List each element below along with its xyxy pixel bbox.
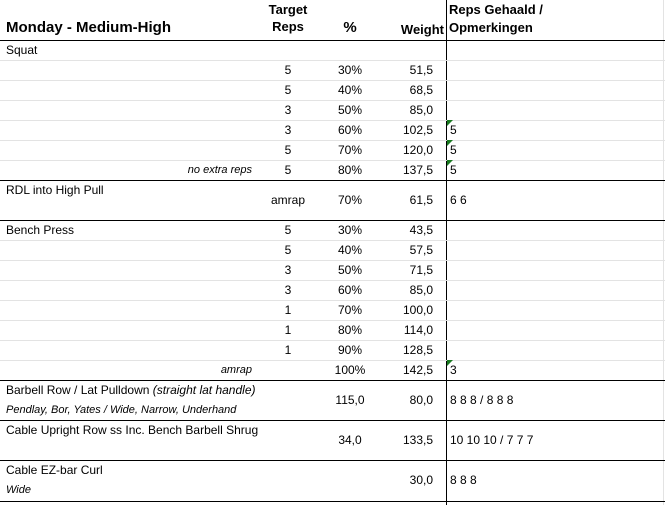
- percent: 100%: [334, 363, 366, 377]
- curl-block-border: [0, 501, 665, 502]
- comment-indicator-icon: [447, 120, 453, 126]
- weight: 142,5: [402, 363, 433, 377]
- weight: 114,0: [403, 323, 433, 337]
- notes-header-2: Opmerkingen: [449, 20, 533, 35]
- percent-header: %: [343, 19, 357, 36]
- percent: 70%: [337, 193, 363, 207]
- weight: 61,5: [409, 193, 433, 207]
- target-reps: 5: [284, 63, 292, 77]
- target-reps: 3: [284, 103, 292, 117]
- exercise-variants: Pendlay, Bor, Yates / Wide, Narrow, Underhand: [6, 404, 237, 416]
- percent: 70%: [337, 303, 363, 317]
- comment-indicator-icon: [447, 160, 453, 166]
- weight: 102,5: [402, 123, 433, 137]
- weight: 85,0: [409, 103, 433, 117]
- percent: 30%: [337, 223, 363, 237]
- weight-header: Weight: [400, 22, 444, 37]
- weight: 68,5: [409, 83, 433, 97]
- reps-done[interactable]: 3: [450, 363, 457, 377]
- weight: 137,5: [402, 163, 433, 177]
- target-reps: 1: [284, 323, 292, 337]
- exercise-name: Cable Upright Row ss Inc. Bench Barbell Shrug: [6, 423, 259, 437]
- comment-indicator-icon: [447, 360, 453, 366]
- weight: 57,5: [409, 243, 433, 257]
- percent: 40%: [337, 243, 363, 257]
- exercise-name: [6, 380, 256, 400]
- notes-column-border: [446, 0, 447, 505]
- percent: 60%: [337, 283, 363, 297]
- exercise-variants: Wide: [6, 484, 31, 496]
- percent: 30%: [337, 63, 363, 77]
- weight: 80,0: [409, 393, 433, 407]
- reps-done[interactable]: 5: [450, 143, 457, 157]
- percent: 34,0: [338, 433, 362, 447]
- exercise-name: Bench Press: [6, 223, 75, 237]
- weight: 51,5: [409, 63, 433, 77]
- weight: 120,0: [402, 143, 433, 157]
- exercise-note: amrap: [220, 364, 252, 376]
- reps-done[interactable]: 5: [450, 123, 457, 137]
- reps-done[interactable]: 6 6: [450, 193, 467, 207]
- target-header: Target: [268, 2, 308, 17]
- target-reps: 5: [284, 83, 292, 97]
- exercise-name-text: Barbell Row / Lat Pulldown: [6, 383, 150, 397]
- exercise-name: Squat: [6, 43, 38, 57]
- weight: 85,0: [409, 283, 433, 297]
- target-reps: 5: [284, 143, 292, 157]
- exercise-name: Cable EZ-bar Curl: [6, 463, 103, 477]
- percent: 60%: [337, 123, 363, 137]
- sheet-title: Monday - Medium-High: [6, 19, 171, 36]
- target-reps: 5: [284, 243, 292, 257]
- reps-done[interactable]: 5: [450, 163, 457, 177]
- exercise-note: no extra reps: [187, 164, 252, 176]
- target-reps: 1: [284, 343, 292, 357]
- weight: 128,5: [402, 343, 433, 357]
- reps-done[interactable]: 8 8 8: [450, 473, 477, 487]
- reps-done[interactable]: 10 10 10 / 7 7 7: [450, 433, 534, 447]
- target-reps: 5: [284, 163, 292, 177]
- percent: 80%: [337, 323, 363, 337]
- percent: 50%: [337, 263, 363, 277]
- grid-col-edge: [663, 0, 664, 505]
- percent: 115,0: [335, 393, 365, 407]
- target-reps: amrap: [270, 193, 305, 207]
- percent: 40%: [337, 83, 363, 97]
- notes-header: Reps Gehaald /: [449, 2, 543, 17]
- percent: 80%: [337, 163, 363, 177]
- weight: 43,5: [409, 223, 433, 237]
- comment-indicator-icon: [447, 140, 453, 146]
- weight: 100,0: [402, 303, 433, 317]
- target-reps: 3: [284, 263, 292, 277]
- percent: 50%: [337, 103, 363, 117]
- exercise-name: RDL into High Pull: [6, 183, 104, 197]
- header-border: [0, 40, 665, 41]
- target-reps: 1: [284, 303, 292, 317]
- percent: 90%: [337, 343, 363, 357]
- target-reps: 3: [284, 123, 292, 137]
- reps-header: Reps: [272, 19, 304, 34]
- percent: 70%: [337, 143, 363, 157]
- reps-done[interactable]: 8 8 8 / 8 8 8: [450, 393, 514, 407]
- exercise-name-note: (straight lat handle): [152, 383, 256, 397]
- weight: 71,5: [409, 263, 433, 277]
- weight: 30,0: [409, 473, 433, 487]
- target-reps: 3: [284, 283, 292, 297]
- target-reps: 5: [284, 223, 292, 237]
- weight: 133,5: [402, 433, 433, 447]
